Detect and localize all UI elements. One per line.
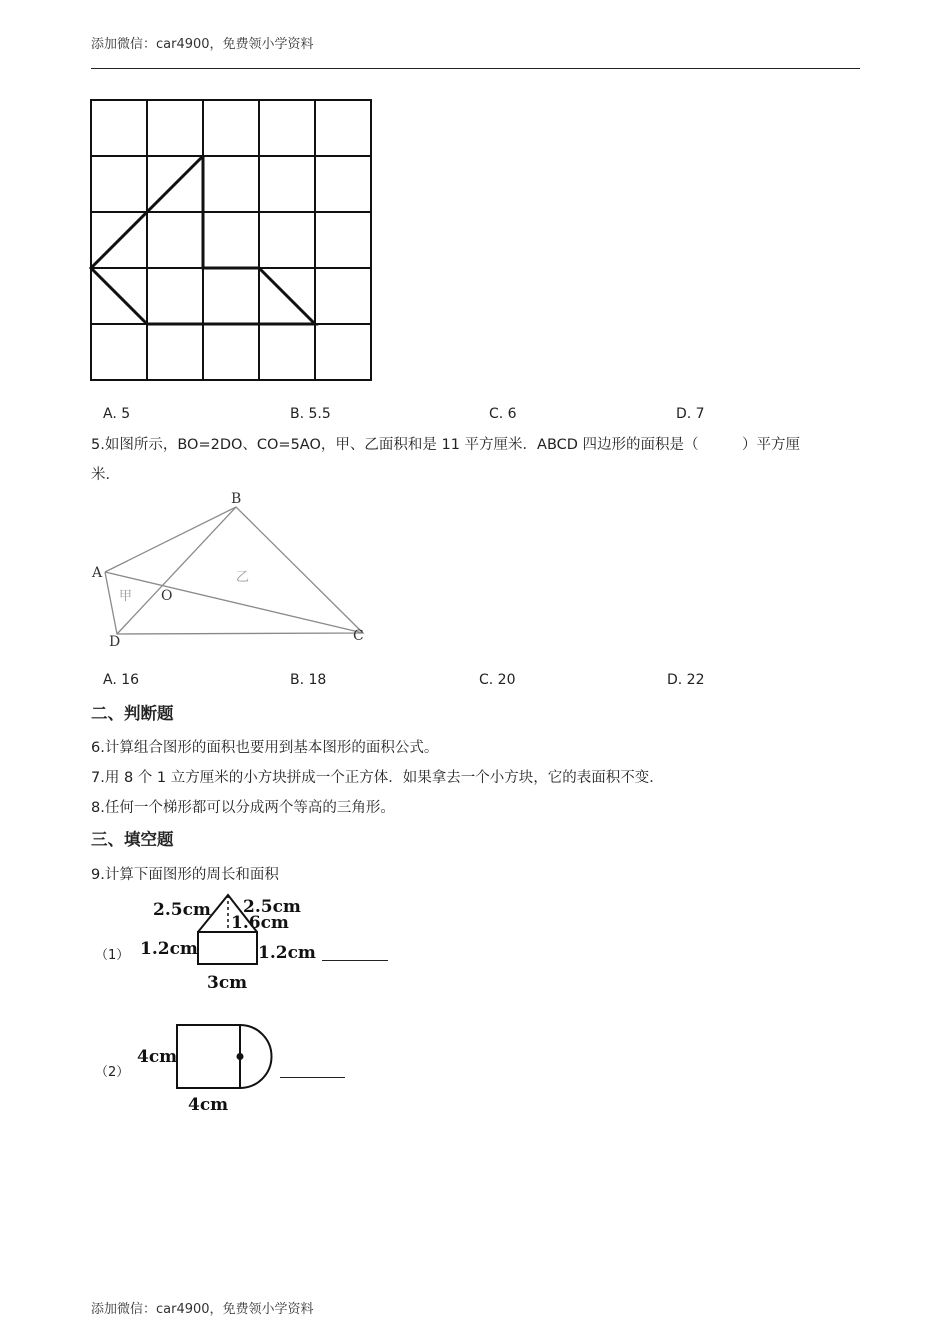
label-d: D — [109, 634, 121, 650]
label-a: A — [92, 565, 103, 581]
fig1-right-slant: 2.5cm — [243, 897, 301, 917]
house-figure — [135, 890, 335, 996]
semicircle — [240, 1025, 272, 1088]
fig1-height: 1.6cm — [231, 913, 289, 933]
label-c: C — [353, 628, 364, 644]
label-jia: 甲 — [119, 589, 133, 604]
diagonal-bd — [117, 507, 236, 634]
center-dot — [237, 1053, 244, 1060]
judge-item-6: 6.计算组合图形的面积也要用到基本图形的面积公式。 — [91, 740, 439, 756]
q5-option-d: D. 22 — [667, 672, 705, 688]
header-watermark: 添加微信：car4900，免费领小学资料 — [91, 37, 314, 52]
fig2-side: 4cm — [137, 1047, 178, 1067]
q5-option-c: C. 20 — [479, 672, 516, 688]
q5-option-b: B. 18 — [290, 672, 327, 688]
grid-border — [91, 100, 371, 380]
fig1-right-side: 1.2cm — [258, 943, 316, 963]
fig1-left-side: 1.2cm — [140, 939, 198, 959]
label-yi: 乙 — [236, 570, 250, 585]
square-semicircle-figure — [130, 1018, 280, 1118]
fig2-answer-blank[interactable] — [280, 1076, 345, 1078]
header-rule — [91, 68, 860, 69]
house-rectangle — [198, 932, 257, 964]
section2-title: 二、判断题 — [91, 704, 174, 723]
footer-watermark: 添加微信：car4900，免费领小学资料 — [91, 1302, 314, 1317]
label-o: O — [161, 588, 173, 604]
judge-item-8: 8.任何一个梯形都可以分成两个等高的三角形。 — [91, 800, 395, 816]
fig2-label: （2） — [95, 1065, 130, 1080]
diagonal-ac — [105, 572, 363, 633]
fig1-label: （1） — [95, 948, 130, 963]
fig1-answer-blank[interactable] — [322, 959, 388, 961]
q4-option-d: D. 7 — [676, 406, 705, 422]
section3-title: 三、填空题 — [91, 830, 174, 849]
q9-text: 9.计算下面图形的周长和面积 — [91, 867, 279, 883]
q4-option-a: A. 5 — [103, 406, 131, 422]
q5-text-line1: 5.如图所示，BO=2DO、CO=5AO，甲、乙面积和是 11 平方厘米．ABCD 四边形的面积是（ ）平方厘 — [91, 437, 801, 453]
fig2-bottom: 4cm — [188, 1095, 229, 1115]
quadrilateral-figure — [88, 488, 378, 653]
quadrilateral-outline — [105, 507, 363, 634]
fig1-left-slant: 2.5cm — [153, 900, 211, 920]
q4-option-c: C. 6 — [489, 406, 517, 422]
judge-item-7: 7.用 8 个 1 立方厘米的小方块拼成一个正方体．如果拿去一个小方块，它的表面积不变． — [91, 770, 664, 786]
fig1-base: 3cm — [207, 973, 248, 993]
q4-option-b: B. 5.5 — [290, 406, 331, 422]
square — [177, 1025, 240, 1088]
q5-text-line2: 米． — [91, 467, 120, 483]
grid-figure — [88, 97, 378, 387]
q5-option-a: A. 16 — [103, 672, 140, 688]
label-b: B — [231, 491, 242, 507]
